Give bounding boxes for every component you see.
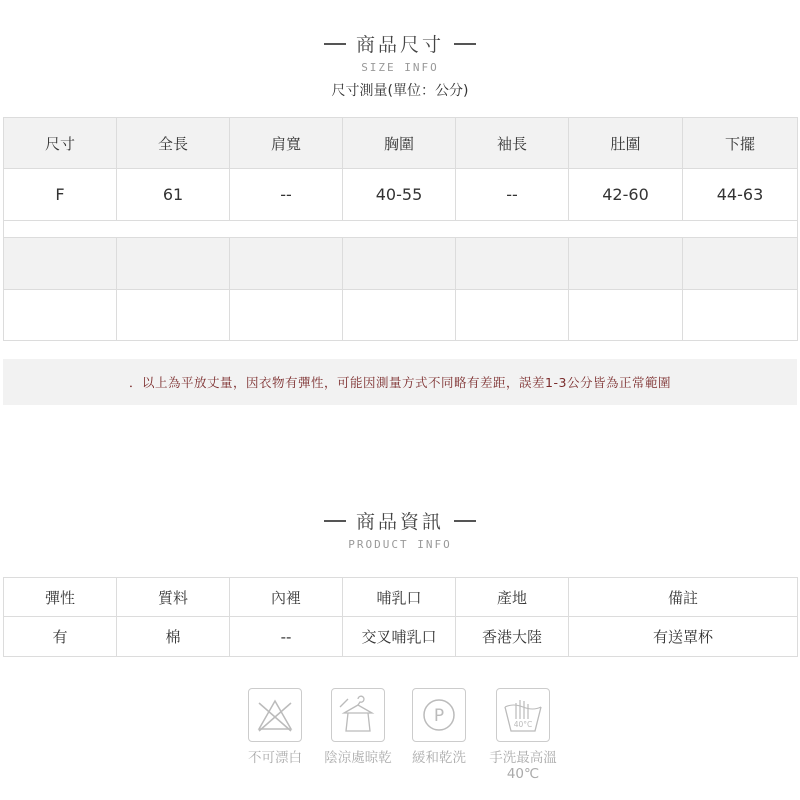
size-header-cell: 胸圍 xyxy=(343,118,456,169)
hand-wash-40-icon xyxy=(496,688,550,742)
care-label-line1: 手洗最高溫 xyxy=(489,750,557,766)
empty-cell xyxy=(569,238,683,290)
info-value-cell: -- xyxy=(230,617,343,657)
size-value-cell: -- xyxy=(230,169,343,221)
size-value-cell: -- xyxy=(456,169,569,221)
product-info-table xyxy=(3,577,798,657)
info-value-cell: 交叉哺乳口 xyxy=(343,617,456,657)
table-spacer-row xyxy=(4,221,798,238)
care-label: 不可漂白 xyxy=(248,750,302,766)
care-item-dry-clean xyxy=(394,688,484,766)
size-value-cell: 42-60 xyxy=(569,169,683,221)
table-row-empty xyxy=(4,290,798,341)
size-value-cell: 40-55 xyxy=(343,169,456,221)
size-header-cell: 肚圍 xyxy=(569,118,683,169)
size-value-cell: F xyxy=(4,169,117,221)
info-header-cell: 彈性 xyxy=(4,578,117,617)
care-label: 陰涼處晾乾 xyxy=(324,750,392,766)
care-instructions xyxy=(0,688,800,800)
size-header-cell: 尺寸 xyxy=(4,118,117,169)
info-header-cell: 質料 xyxy=(117,578,230,617)
care-label xyxy=(478,750,568,782)
info-header-cell: 備註 xyxy=(569,578,798,617)
care-item-hang-dry xyxy=(313,688,403,766)
empty-cell xyxy=(683,290,798,341)
size-section-title xyxy=(0,30,800,57)
info-title-text: 商品資訊 xyxy=(355,511,444,533)
info-section-subtitle: PRODUCT INFO xyxy=(348,538,452,551)
care-label-line2: 40℃ xyxy=(506,766,540,782)
size-unit-note: 尺寸測量(單位：公分) xyxy=(331,83,469,99)
info-header-cell: 哺乳口 xyxy=(343,578,456,617)
size-table-header-row xyxy=(4,118,798,169)
size-header-cell: 肩寬 xyxy=(230,118,343,169)
size-header-cell: 全長 xyxy=(117,118,230,169)
empty-cell xyxy=(117,238,230,290)
size-section-header xyxy=(0,30,800,100)
no-bleach-icon xyxy=(248,688,302,742)
empty-cell xyxy=(456,238,569,290)
empty-cell xyxy=(569,290,683,341)
empty-cell xyxy=(230,290,343,341)
spacer-cell xyxy=(4,221,798,238)
empty-cell xyxy=(343,290,456,341)
hang-dry-shade-icon xyxy=(331,688,385,742)
title-dash-left xyxy=(324,43,346,45)
care-item-no-bleach xyxy=(230,688,320,766)
size-section-subtitle: SIZE INFO xyxy=(361,61,439,74)
size-value-cell: 44-63 xyxy=(683,169,798,221)
table-row xyxy=(4,169,798,221)
info-section-title xyxy=(0,507,800,534)
table-row xyxy=(4,617,798,657)
title-dash-left xyxy=(324,520,346,522)
size-value-cell: 61 xyxy=(117,169,230,221)
info-value-cell: 有 xyxy=(4,617,117,657)
info-value-cell: 棉 xyxy=(117,617,230,657)
title-dash-right xyxy=(454,43,476,45)
info-value-cell: 有送罩杯 xyxy=(569,617,798,657)
empty-cell xyxy=(343,238,456,290)
size-header-cell: 袖長 xyxy=(456,118,569,169)
table-row-empty xyxy=(4,238,798,290)
measurement-disclaimer: ．以上為平放丈量，因衣物有彈性，可能因測量方式不同略有差距，誤差1-3公分皆為正常範圍 xyxy=(3,359,797,405)
hand-wash-temp: 40°C xyxy=(513,720,533,729)
size-table xyxy=(3,117,798,341)
empty-cell xyxy=(230,238,343,290)
size-header-cell: 下擺 xyxy=(683,118,798,169)
gentle-dry-clean-icon xyxy=(412,688,466,742)
empty-cell xyxy=(4,238,117,290)
info-value-cell: 香港大陸 xyxy=(456,617,569,657)
svg-text:P: P xyxy=(433,706,445,726)
size-title-text: 商品尺寸 xyxy=(355,34,444,56)
empty-cell xyxy=(456,290,569,341)
info-table-header-row xyxy=(4,578,798,617)
care-label: 緩和乾洗 xyxy=(412,750,466,766)
empty-cell xyxy=(683,238,798,290)
info-section-header xyxy=(0,507,800,551)
care-item-hand-wash xyxy=(478,688,568,782)
empty-cell xyxy=(117,290,230,341)
info-header-cell: 產地 xyxy=(456,578,569,617)
empty-cell xyxy=(4,290,117,341)
title-dash-right xyxy=(454,520,476,522)
info-header-cell: 內裡 xyxy=(230,578,343,617)
